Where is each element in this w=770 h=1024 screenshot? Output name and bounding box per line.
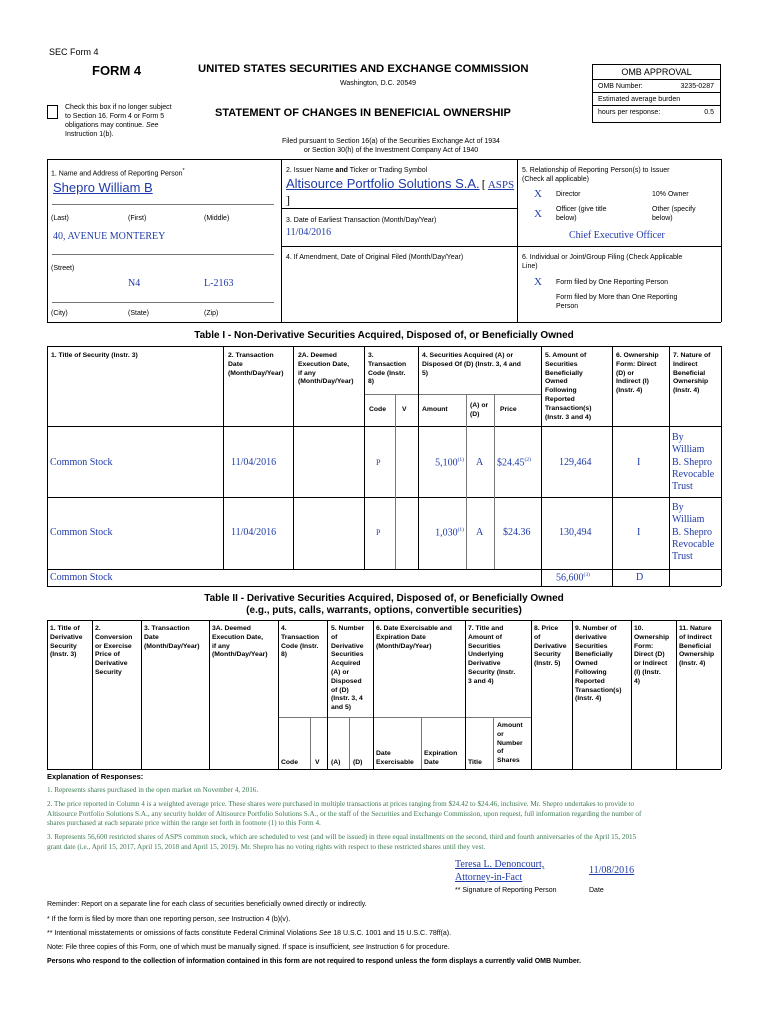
t1-col-date-line-1: 2. Transaction xyxy=(228,352,274,359)
t1-row1-amount: 5,100$^{(1)}$ xyxy=(435,457,464,469)
t2-col-number-line-1: 5. Number xyxy=(331,625,365,632)
footnote-2: 2. The price reported in Column 4 is a weighted average price. These shares were purchased in multiple transactions at prices ranging from $24.42 to $24.46, inclusive. Mr. Shepro undertakes to provide to Altisource Portfolio Solutions S.A., any security holder of Altisource Portfolio Solutions S.A., or the staff of the Securities and Exchange Commission, upon request, full information regarding the number of shares purchased at each separate price within the range set forth in footnote (1) to this Form 4. xyxy=(47,800,642,827)
t1-row2-form: I xyxy=(637,527,641,538)
signature-name: Teresa L. Denoncourt, Attorney-in-Fact xyxy=(455,859,545,883)
t2-col-owned xyxy=(575,625,621,704)
star-note: * If the form is filed by more than one reporting person, see Instruction 4 (b)(v). xyxy=(47,916,291,923)
t1-col-code-line-2: Transaction xyxy=(368,360,407,368)
t2-col-date xyxy=(144,625,200,651)
form-number: FORM 4 xyxy=(92,63,142,78)
t2-col-exercisable-line-3: (Month/Day/Year) xyxy=(376,642,432,650)
t2-col-exercisable-line-1: 6. Date Exercisable and xyxy=(376,625,452,632)
t2-col-conversion-line-1: 2. xyxy=(95,625,101,632)
t1-col-nature-line-3: Beneficial xyxy=(673,369,706,377)
t1-col-acquired-line-3: 5) xyxy=(422,369,429,377)
t1-col-owned-line-7: Transaction(s) xyxy=(545,404,592,412)
commission-title: UNITED STATES SECURITIES AND EXCHANGE COMMISSION xyxy=(198,63,529,75)
t1-row2-nature-line-4: Revocable xyxy=(672,538,715,550)
t2-col-number-line-9: (Instr. 3, 4 xyxy=(331,695,363,703)
t1-col-form-line-5: (Instr. 4) xyxy=(616,387,643,395)
t2-col-title-line-2: Derivative xyxy=(50,633,83,641)
t1-col-owned-line-4: Owned xyxy=(545,378,568,386)
officer-mark[interactable]: X xyxy=(534,208,542,220)
t2-sub-expiration-line-1: Expiration xyxy=(424,750,458,757)
state-label: (State) xyxy=(128,310,150,317)
t2-col-number-line-7: Disposed xyxy=(331,677,362,685)
no-longer-subject-checkbox[interactable] xyxy=(47,105,58,119)
omb-number-label: OMB Number: xyxy=(598,83,643,90)
t2-col-form-line-6: (I) (Instr. xyxy=(634,668,661,676)
t1-col-acquired xyxy=(422,352,521,378)
t2-col-price-line-4: Security xyxy=(534,651,561,659)
t2-col-owned-line-2: derivative xyxy=(575,633,607,641)
ticker-close: ] xyxy=(286,193,290,207)
copies-note: Note: File three copies of this Form, one of which must be manually signed. If space is insufficient, see Instruction 6 for procedure. xyxy=(47,944,450,951)
commission-address: Washington, D.C. 20549 xyxy=(340,80,417,87)
t1-row2-amount: 1,030$^{(1)}$ xyxy=(435,527,464,539)
director-mark[interactable]: X xyxy=(534,188,542,200)
t2-sub-amount-line-5: Shares xyxy=(497,757,520,765)
reporting-person-name[interactable]: Shepro William B xyxy=(53,180,153,195)
t1-row2-owned: 130,494 xyxy=(559,527,592,538)
zip-value: L-2163 xyxy=(204,278,234,289)
t1-row2-title: Common Stock xyxy=(50,527,113,538)
t2-col-code-line-4: 8) xyxy=(281,651,288,659)
box3-label: 3. Date of Earliest Transaction (Month/Day/Year) xyxy=(286,217,437,224)
t1-row1-form: I xyxy=(637,457,641,468)
t2-sub-date-exercisable xyxy=(376,750,414,768)
t2-col-title-line-3: Security xyxy=(50,642,77,650)
t1-col-date-line-3: (Month/Day/Year) xyxy=(228,369,284,377)
earliest-transaction-date: 11/04/2016 xyxy=(286,227,332,238)
t1-col-nature-line-5: (Instr. 4) xyxy=(673,387,700,395)
t1-col-nature-line-1: 7. Nature of xyxy=(673,352,711,359)
t1-sub-a-or-d-line-2: (D) xyxy=(470,410,480,418)
t2-col-conversion-line-4: Price of xyxy=(95,651,120,659)
t1-col-code-line-3: Code (Instr. xyxy=(368,369,406,377)
omb-title: OMB APPROVAL xyxy=(593,65,720,80)
t2-col-nature-line-3: Beneficial xyxy=(679,642,712,650)
t2-sub-date-exercisable-line-2: Exercisable xyxy=(376,758,414,766)
t2-col-deemed-line-1: 3A. Deemed xyxy=(212,625,251,632)
t1-col-title: 1. Title of Security (Instr. 3) xyxy=(51,352,138,359)
t2-sub-d: (D) xyxy=(353,759,363,766)
zip-label: (Zip) xyxy=(204,310,219,317)
t2-col-title-line-1: 1. Title of xyxy=(50,625,80,632)
omb-approval-box xyxy=(592,64,721,123)
omb-hours-value: 0.5 xyxy=(704,109,714,116)
t2-col-number-line-5: Acquired xyxy=(331,660,361,668)
t2-col-owned-line-8: Transaction(s) xyxy=(575,686,622,694)
t1-col-nature-line-2: Indirect xyxy=(673,360,698,368)
t1-col-owned-line-8: (Instr. 3 and 4) xyxy=(545,413,592,421)
t1-col-owned-line-1: 5. Amount of xyxy=(545,352,587,359)
t1-col-deemed-line-4: (Month/Day/Year) xyxy=(298,378,354,386)
street-label: (Street) xyxy=(51,265,75,272)
t1-row1-code: P xyxy=(376,458,381,467)
other-label: Other (specify below) xyxy=(652,206,696,222)
box2-label: 2. Issuer Name and Ticker or Trading Symbol xyxy=(286,167,428,174)
t1-col-code-line-1: 3. xyxy=(368,352,374,359)
t2-col-title-line-4: (Instr. 3) xyxy=(50,651,77,659)
t2-col-conversion xyxy=(95,625,132,678)
ticker-symbol[interactable]: ASPS xyxy=(487,179,515,191)
t1-row3-form: D xyxy=(636,572,644,583)
street-value: 40, AVENUE MONTEREY xyxy=(53,231,166,242)
t1-row2-nature xyxy=(672,502,714,563)
first-label: (First) xyxy=(128,215,147,222)
t2-col-conversion-line-3: or Exercise xyxy=(95,642,132,650)
t1-row2-code: P xyxy=(376,528,381,537)
more-persons-label: Form filed by More than One Reporting Person xyxy=(556,294,678,310)
t2-col-price-line-1: 8. Price xyxy=(534,625,559,632)
t2-col-owned-line-4: Beneficially xyxy=(575,651,613,659)
t1-col-acquired-line-1: 4. Securities Acquired (A) or xyxy=(422,352,514,359)
t1-row1-nature-line-5: Trust xyxy=(672,481,693,493)
t1-sub-price: Price xyxy=(500,406,517,413)
t2-col-conversion-line-6: Security xyxy=(95,668,122,676)
box5-label: 5. Relationship of Reporting Person(s) to Issuer (Check all applicable) xyxy=(522,167,670,183)
t1-row1-date: 11/04/2016 xyxy=(231,457,277,468)
t1-col-owned xyxy=(545,352,591,422)
t1-col-deemed-line-2: Execution Date, xyxy=(298,360,349,368)
ten-percent-owner-label: 10% Owner xyxy=(652,191,689,198)
director-label: Director xyxy=(556,191,581,198)
t1-row1-nature-line-1: By xyxy=(672,432,684,443)
officer-label: Officer (give title below) xyxy=(556,206,607,222)
t2-sub-title: Title xyxy=(468,759,482,766)
t1-col-form-line-1: 6. Ownership xyxy=(616,352,659,359)
t2-col-conversion-line-2: Conversion xyxy=(95,633,133,641)
t2-col-code-line-1: 4. xyxy=(281,625,287,632)
t2-sub-v: V xyxy=(315,759,320,766)
t2-sub-date-exercisable-line-1: Date xyxy=(376,750,391,757)
t2-col-form-line-2: Ownership xyxy=(634,633,670,641)
t2-col-title xyxy=(50,625,83,660)
t1-col-form-line-2: Form: Direct xyxy=(616,360,657,368)
t2-col-underlying-line-1: 7. Title and xyxy=(468,625,504,632)
t2-col-nature-line-4: Ownership xyxy=(679,651,715,659)
t2-col-owned-line-3: Securities xyxy=(575,642,608,650)
t2-col-owned-line-6: Following xyxy=(575,668,607,676)
t2-col-form xyxy=(634,625,669,687)
t1-sub-amount: Amount xyxy=(422,406,448,413)
table2-title: Table II - Derivative Securities Acquired, Disposed of, or Beneficially Owned (e.g., puts, calls, warrants, options, convertible securities) xyxy=(204,593,564,616)
t1-col-form xyxy=(616,352,659,396)
t2-col-date-line-1: 3. Transaction xyxy=(144,625,190,632)
footnote-1: 1. Represents shares purchased in the open market on November 4, 2016. xyxy=(47,786,259,794)
t1-sub-a-or-d xyxy=(470,402,488,420)
t1-col-owned-line-5: Following xyxy=(545,387,577,395)
t1-row3-owned: 56,600$^{(3)}$ xyxy=(556,572,590,584)
t2-col-deemed-line-3: if any xyxy=(212,642,230,650)
t1-row1-owned: 129,464 xyxy=(559,457,592,468)
t2-col-nature-line-5: (Instr. 4) xyxy=(679,660,706,668)
t2-col-nature xyxy=(679,625,714,669)
t2-col-number-line-6: (A) or xyxy=(331,668,350,676)
filed-pursuant: Filed pursuant to Section 16(a) of the Securities Exchange Act of 1934 or Section 30(h) of the Investment Company Act of 1940 xyxy=(282,138,500,154)
signature-label: ** Signature of Reporting Person xyxy=(455,887,557,894)
t2-col-owned-line-7: Reported xyxy=(575,677,605,685)
footnote-3: 3. Represents 56,600 restricted shares of ASPS common stock, which are scheduled to vest (and will be issued) in three equal installments on the second, third and fourth anniversaries of the April 15, 2015 grant date (i.e., April 15, 2017, April 15, 2018 and April 15, 2019). Mr. Shepro has no voting rights with respect to these restricted shares until they vest. xyxy=(47,833,637,851)
t1-col-form-line-4: Indirect (I) xyxy=(616,378,649,386)
t2-col-form-line-7: 4) xyxy=(634,677,641,685)
t1-row1-price: $24.45$^{(2)}$ xyxy=(497,457,531,469)
t2-col-number-line-2: of xyxy=(331,633,338,641)
t2-col-price-line-2: of xyxy=(534,633,541,641)
t2-col-underlying xyxy=(468,625,515,687)
persons-note: Persons who respond to the collection of information contained in this form are not required to respond unless the form displays a currently valid OMB Number. xyxy=(47,958,582,965)
box1-label: 1. Name and Address of Reporting Person* xyxy=(51,168,185,178)
reminder-text: Reminder: Report on a separate line for each class of securities beneficially owned directly or indirectly. xyxy=(47,901,367,908)
t1-row1-nature-line-4: Revocable xyxy=(672,468,715,480)
t2-col-owned-line-5: Owned xyxy=(575,660,598,668)
t2-col-form-line-5: or Indirect xyxy=(634,660,668,668)
double-star-note: ** Intentional misstatements or omissions of facts constitute Federal Criminal Violations See 18 U.S.C. 1001 and 15 U.S.C. 78ff(a). xyxy=(47,930,452,937)
date-label: Date xyxy=(589,887,604,894)
t1-sub-code: Code xyxy=(369,406,386,413)
t2-col-underlying-line-2: Amount of xyxy=(468,633,502,641)
t1-row1-aord: A xyxy=(476,457,484,468)
t2-col-form-line-4: Direct (D) xyxy=(634,651,665,659)
omb-hours-label: hours per response: xyxy=(598,109,661,116)
t2-col-underlying-line-3: Securities xyxy=(468,642,501,650)
sec-form-label: SEC Form 4 xyxy=(49,47,99,57)
t2-col-number-line-10: and 5) xyxy=(331,704,352,712)
t2-col-deemed xyxy=(212,625,268,660)
t2-sub-a: (A) xyxy=(331,759,341,766)
t2-col-underlying-line-6: Security (Instr. xyxy=(468,668,516,676)
t2-col-deemed-line-4: (Month/Day/Year) xyxy=(212,651,268,659)
t2-col-code-line-2: Transaction xyxy=(281,633,320,641)
t2-col-underlying-line-4: Underlying xyxy=(468,651,504,659)
signature-date: 11/08/2016 xyxy=(589,865,635,876)
t1-row1-nature-line-3: B. Shepro xyxy=(672,456,712,468)
t1-row2-price: $24.36 xyxy=(503,527,531,538)
t1-row3-title: Common Stock xyxy=(50,572,113,583)
issuer-name[interactable]: Altisource Portfolio Solutions S.A. xyxy=(286,176,480,191)
statement-title: STATEMENT OF CHANGES IN BENEFICIAL OWNERSHIP xyxy=(215,107,511,119)
t1-row2-nature-line-3: B. Shepro xyxy=(672,526,712,538)
t2-col-date-line-3: (Month/Day/Year) xyxy=(144,642,200,650)
t2-col-form-line-3: Form: xyxy=(634,642,654,650)
t2-col-date-line-2: Date xyxy=(144,633,159,641)
t1-col-nature-line-4: Ownership xyxy=(673,378,709,386)
t2-col-form-line-1: 10. xyxy=(634,625,644,632)
t1-sub-a-or-d-line-1: (A) or xyxy=(470,402,489,409)
t1-col-owned-line-3: Beneficially xyxy=(545,369,583,377)
explanation-heading: Explanation of Responses: xyxy=(47,772,144,781)
t2-col-number xyxy=(331,625,364,713)
t1-col-code-line-4: 8) xyxy=(368,378,375,386)
t1-col-form-line-3: (D) or xyxy=(616,369,635,377)
t2-col-number-line-8: of (D) xyxy=(331,686,349,694)
officer-title: Chief Executive Officer xyxy=(569,230,665,241)
t2-col-exercisable-line-2: Expiration Date xyxy=(376,633,426,641)
t2-col-owned-line-1: 9. Number of xyxy=(575,625,617,632)
t2-col-underlying-line-5: Derivative xyxy=(468,660,501,668)
t2-col-exercisable xyxy=(376,625,452,651)
t2-col-owned-line-9: (Instr. 4) xyxy=(575,695,602,703)
t1-sub-v: V xyxy=(402,406,407,413)
last-label: (Last) xyxy=(51,215,69,222)
t2-col-conversion-line-5: Derivative xyxy=(95,660,128,668)
t1-col-nature xyxy=(673,352,710,396)
t1-col-code xyxy=(368,352,406,387)
t2-col-price-line-3: Derivative xyxy=(534,642,567,650)
t2-col-nature-line-2: of Indirect xyxy=(679,633,712,641)
t1-col-deemed-line-1: 2A. Deemed xyxy=(298,352,337,359)
t2-sub-amount-line-4: of xyxy=(497,748,504,756)
table1-title: Table I - Non-Derivative Securities Acquired, Disposed of, or Beneficially Owned xyxy=(194,330,574,341)
t1-col-owned-line-6: Reported xyxy=(545,395,575,403)
omb-number-value: 3235-0287 xyxy=(680,83,714,90)
middle-label: (Middle) xyxy=(204,215,230,222)
t2-sub-amount-line-1: Amount xyxy=(497,722,523,729)
t2-sub-code: Code xyxy=(281,759,298,766)
t2-sub-expiration-line-2: Date xyxy=(424,758,439,766)
t2-sub-expiration xyxy=(424,750,457,768)
t2-col-code-line-3: Code (Instr. xyxy=(281,642,319,650)
t2-col-underlying-line-7: 3 and 4) xyxy=(468,677,494,685)
t1-col-date-line-2: Date xyxy=(228,360,243,368)
t2-col-code xyxy=(281,625,319,660)
t1-col-owned-line-2: Securities xyxy=(545,360,578,368)
one-person-label: Form filed by One Reporting Person xyxy=(556,279,669,286)
t2-col-deemed-line-2: Execution Date, xyxy=(212,633,263,641)
box4-label: 4. If Amendment, Date of Original Filed (Month/Day/Year) xyxy=(286,254,464,261)
t1-row2-nature-line-2: William xyxy=(672,514,705,526)
t2-sub-amount-line-2: or xyxy=(497,730,504,738)
t2-col-nature-line-1: 11. Nature xyxy=(679,625,712,632)
t2-col-number-line-3: Derivative xyxy=(331,642,364,650)
t2-sub-amount-line-3: Number xyxy=(497,739,523,747)
t2-col-number-line-4: Securities xyxy=(331,651,364,659)
t1-row2-nature-line-5: Trust xyxy=(672,551,693,563)
box6-label: 6. Individual or Joint/Group Filing (Check Applicable Line) xyxy=(522,254,683,270)
t2-col-price-line-5: (Instr. 5) xyxy=(534,660,561,668)
t1-col-acquired-line-2: Disposed Of (D) (Instr. 3, 4 and xyxy=(422,360,521,368)
t2-col-price xyxy=(534,625,567,669)
t2-sub-amount xyxy=(497,722,523,766)
t1-row2-nature-line-1: By xyxy=(672,502,684,513)
t1-row2-date: 11/04/2016 xyxy=(231,527,277,538)
city-value: N4 xyxy=(128,278,141,289)
issuer-line: Altisource Portfolio Solutions S.A. [ ASPS xyxy=(286,176,515,191)
one-person-mark[interactable]: X xyxy=(534,276,542,288)
t1-row1-nature xyxy=(672,432,714,493)
t1-col-deemed-line-3: if any xyxy=(298,369,316,377)
city-label: (City) xyxy=(51,310,68,317)
checkbox-instruction: Check this box if no longer subject to Section 16. Form 4 or Form 5 obligations may continue. See Instruction 1(b). xyxy=(65,104,172,138)
t1-row2-aord: A xyxy=(476,527,484,538)
t1-row1-title: Common Stock xyxy=(50,457,113,468)
t1-row1-nature-line-2: William xyxy=(672,444,705,456)
t1-col-deemed xyxy=(298,352,354,387)
t1-col-date xyxy=(228,352,284,378)
omb-burden-label: Estimated average burden xyxy=(593,93,720,106)
